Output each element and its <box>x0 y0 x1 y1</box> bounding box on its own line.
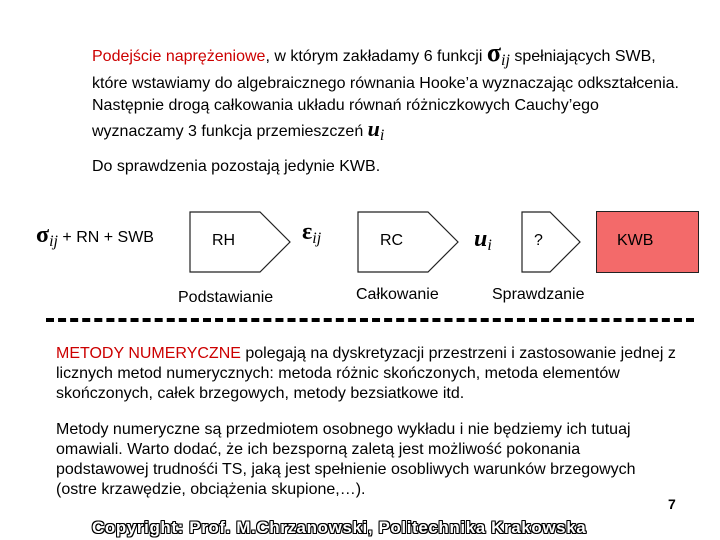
note-paragraph: Metody numeryczne są przedmiotem osobnego wykładu i nie będziemy ich tutuaj omawiali. Warto dodać, że ich bezsporną zaletą jest możliwość pokonania podstawowej trudnośći TS, jaką jest spełnienie osobliwych warunków brzegowych (ostre krzawędzie, obciążenia skupione,…). <box>56 421 636 498</box>
step-calkowanie: Całkowanie <box>356 286 439 303</box>
flow-sigma-sub: ij <box>49 233 58 251</box>
u-symbol: u <box>367 115 380 141</box>
flow-u-sub: i <box>487 237 492 255</box>
flow-epsilon-sub: ij <box>312 230 322 248</box>
flow-u-label <box>474 226 492 255</box>
step-sprawdzanie: Sprawdzanie <box>492 286 585 303</box>
copyright-footer: Copyright: Prof. M.Chrzanowski, Politechnika Krakowska <box>92 518 587 537</box>
flow-arrow-3 <box>522 212 580 272</box>
flow-question-label: ? <box>534 232 543 249</box>
page-number: 7 <box>668 496 676 512</box>
numeric-highlight: METODY NUMERYCZNE <box>56 345 241 362</box>
flow-rc-label: RC <box>380 232 404 249</box>
flow-start-label <box>36 222 154 251</box>
flow-kwb-label: KWB <box>617 232 654 249</box>
intro-text-1: , w którym zakładamy 6 funkcji <box>265 48 487 65</box>
flow-start-rest: + RN + SWB <box>57 229 154 246</box>
sigma-subscript: ij <box>501 52 510 70</box>
flow-arrow-2 <box>358 212 458 272</box>
numeric-paragraph <box>56 344 696 404</box>
flow-arrow-1 <box>190 212 290 272</box>
intro-highlight: Podejście naprężeniowe <box>92 48 266 65</box>
kwb-note: Do sprawdzenia pozostają jedynie KWB. <box>92 158 381 175</box>
sigma-symbol: σ <box>486 38 502 67</box>
flow-u: u <box>474 226 488 252</box>
u-subscript: i <box>379 126 385 144</box>
numeric-text: polegają na dyskretyzacji przestrzeni i zastosowanie jednej z licznych metod numerycznych: metoda różnic skończonych, metoda elementów skończonych, całek brzegowych, metody bezsiatkowe itd. <box>56 345 676 402</box>
flow-rh-label: RH <box>212 232 236 249</box>
dashed-divider <box>46 318 694 322</box>
flow-sigma: σ <box>36 222 50 248</box>
flow-epsilon-label <box>302 219 322 248</box>
flow-epsilon: ε <box>302 219 313 245</box>
intro-text-2: spełniających SWB, które wstawiamy do algebraicznego równania Hooke’a wyznaczając odkształcenia. Następnie drogą całkowania układu równań różniczkowych Cauchy’ego wyznaczamy 3 funkcja przemieszczeń <box>92 48 679 140</box>
step-podstawianie: Podstawianie <box>178 289 274 306</box>
